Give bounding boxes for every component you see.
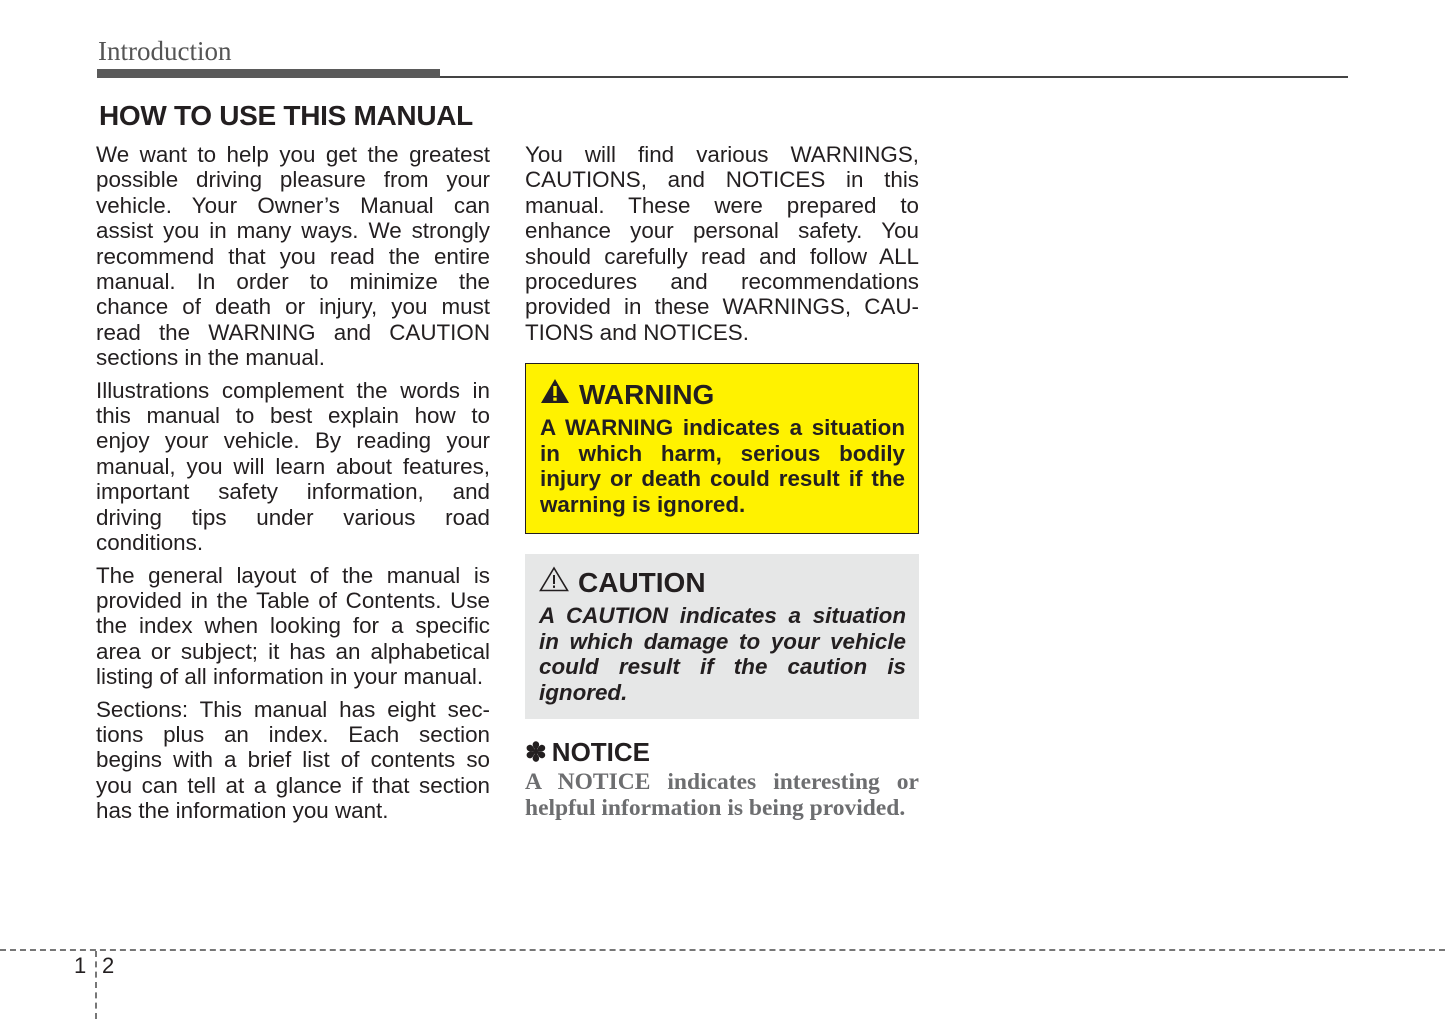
- footer-page-separator: [95, 951, 97, 1019]
- warning-triangle-filled-icon: [540, 378, 570, 411]
- page-number: 2: [102, 953, 115, 978]
- header-rule-thin: [440, 76, 1348, 78]
- intro-paragraph-3: The general layout of the manual is provided in the Table of Contents. Use the index when looking for a specific area or subject; it has an alphabetical listing of all information in your manual.: [96, 562, 490, 690]
- warning-box: [525, 363, 919, 534]
- notice-text: A NOTICE indicates interesting or helpful information is being provided.: [525, 769, 919, 822]
- notice-block: [525, 737, 919, 821]
- caution-label: CAUTION: [578, 566, 706, 598]
- intro-paragraph-1: We want to help you get the greatest possible driving pleasure from your vehicle. Your Owner’s Manual can assist you in many ways. We strongly recommend that you read the entire manual. In order to minimize the chance of death or injury, you must read the WARNING and CAUTION sections in the manual.: [96, 142, 490, 371]
- notice-label: NOTICE: [551, 737, 651, 768]
- intro-paragraph-4: Sections: This manual has eight sections plus an index. Each section begins with a brief list of contents so you can tell at a glance if that section has the information you want.: [96, 696, 490, 824]
- chapter-number: 1: [74, 953, 87, 978]
- intro-paragraph-2: Illustrations complement the words in this manual to best explain how to enjoy your vehicle. By reading your manual, you will learn about features, important safety information, and driving tips under various road conditions.: [96, 377, 490, 556]
- footer-divider: [0, 949, 1445, 951]
- section-label: Introduction: [98, 36, 232, 66]
- left-column: [96, 142, 490, 831]
- header-rule-thick: [97, 69, 440, 78]
- notice-heading: [525, 737, 919, 767]
- caution-heading: [539, 566, 906, 599]
- right-column: [525, 142, 919, 821]
- notice-asterisk-icon: ✽: [525, 737, 547, 768]
- caution-text: A CAUTION indicates a situation in which damage to your vehicle could result if the caution is ignored.: [539, 603, 906, 705]
- warning-heading: [540, 378, 905, 411]
- safety-intro-paragraph: You will find various WARNINGS, CAUTIONS, and NOTICES in this manual. These were prepared to enhance your personal safety. You should carefully read and follow ALL procedures and recommendations provided in these WARNINGS, CAUTIONS and NOTICES.: [525, 142, 919, 345]
- warning-label: WARNING: [579, 378, 715, 410]
- warning-text: A WARNING indicates a situation in which harm, serious bodily injury or death could result if the warning is ignored.: [540, 415, 905, 517]
- caution-triangle-outline-icon: [539, 566, 569, 599]
- caution-box: [525, 554, 919, 719]
- page-title: HOW TO USE THIS MANUAL: [99, 100, 473, 131]
